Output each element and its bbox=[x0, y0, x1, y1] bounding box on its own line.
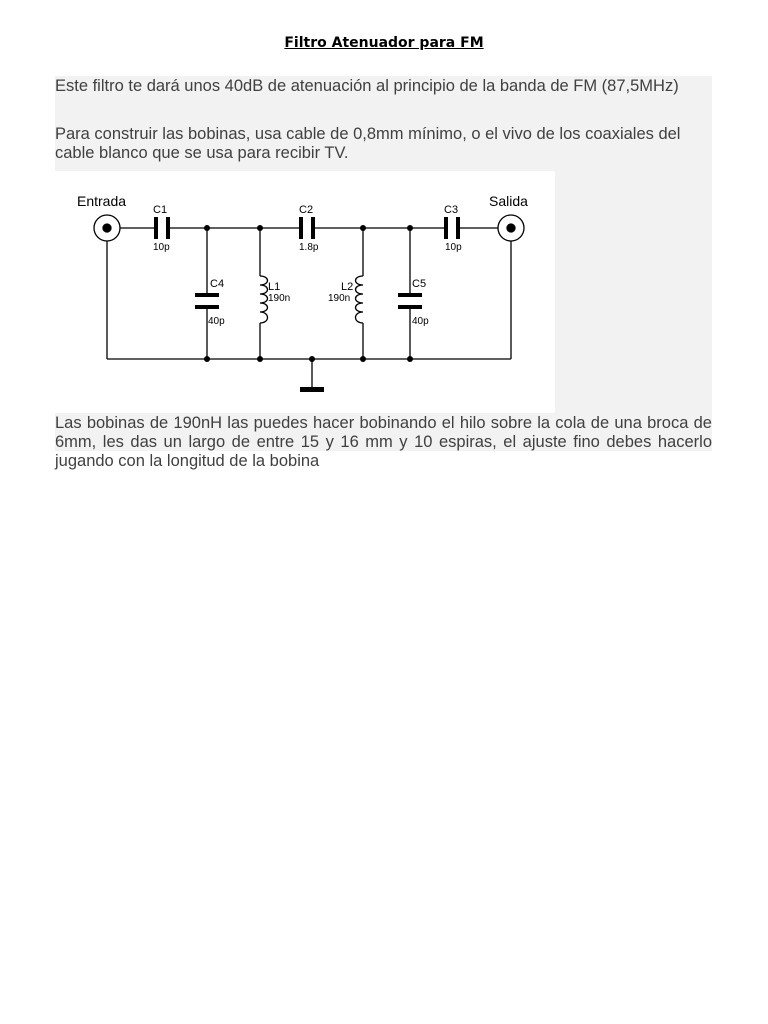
c5-name: C5 bbox=[412, 278, 427, 290]
capacitor-c1-icon bbox=[154, 217, 158, 239]
c2-name: C2 bbox=[299, 204, 314, 216]
c3-name: C3 bbox=[444, 204, 459, 216]
capacitor-c4-icon bbox=[195, 293, 219, 297]
c1-value: 10p bbox=[153, 242, 170, 253]
page-title: Filtro Atenuador para FM bbox=[284, 35, 484, 51]
input-label: Entrada bbox=[77, 193, 127, 209]
c5-value: 40p bbox=[412, 316, 429, 327]
l1-value: 190n bbox=[268, 293, 291, 304]
circuit-schematic bbox=[55, 171, 555, 413]
inductor-l1-icon bbox=[260, 276, 268, 323]
paragraph-intro: Este filtro te dará unos 40dB de atenuación al principio de la banda de FM (87,5MHz) bbox=[55, 77, 679, 95]
paragraph-highlight bbox=[555, 171, 712, 413]
capacitor-c5-icon bbox=[398, 293, 422, 297]
c1-name: C1 bbox=[153, 204, 168, 216]
c4-value: 40p bbox=[208, 316, 225, 327]
ground-icon bbox=[300, 387, 324, 392]
l1-name: L1 bbox=[268, 281, 281, 293]
c2-value: 1.8p bbox=[299, 242, 319, 253]
paragraph-construction: Para construir las bobinas, usa cable de 0,8mm mínimo, o el vivo de los coaxiales del cable blanco que se usa para recibir TV. bbox=[55, 125, 681, 162]
capacitor-c3-icon bbox=[444, 217, 448, 239]
paragraph-coil-instructions: Las bobinas de 190nH las puedes hacer bobinando el hilo sobre la cola de una broca de 6mm, les das un largo de entre 15 y 16 mm y 10 espiras, el ajuste fino debes hacerlo jugando con la longitud de la bobina bbox=[55, 414, 712, 470]
l2-value: 190n bbox=[328, 293, 351, 304]
output-label: Salida bbox=[489, 193, 528, 209]
capacitor-c2-icon bbox=[299, 217, 303, 239]
c4-name: C4 bbox=[210, 278, 225, 290]
l2-name: L2 bbox=[341, 281, 354, 293]
c3-value: 10p bbox=[445, 242, 462, 253]
inductor-l2-icon bbox=[356, 276, 364, 323]
